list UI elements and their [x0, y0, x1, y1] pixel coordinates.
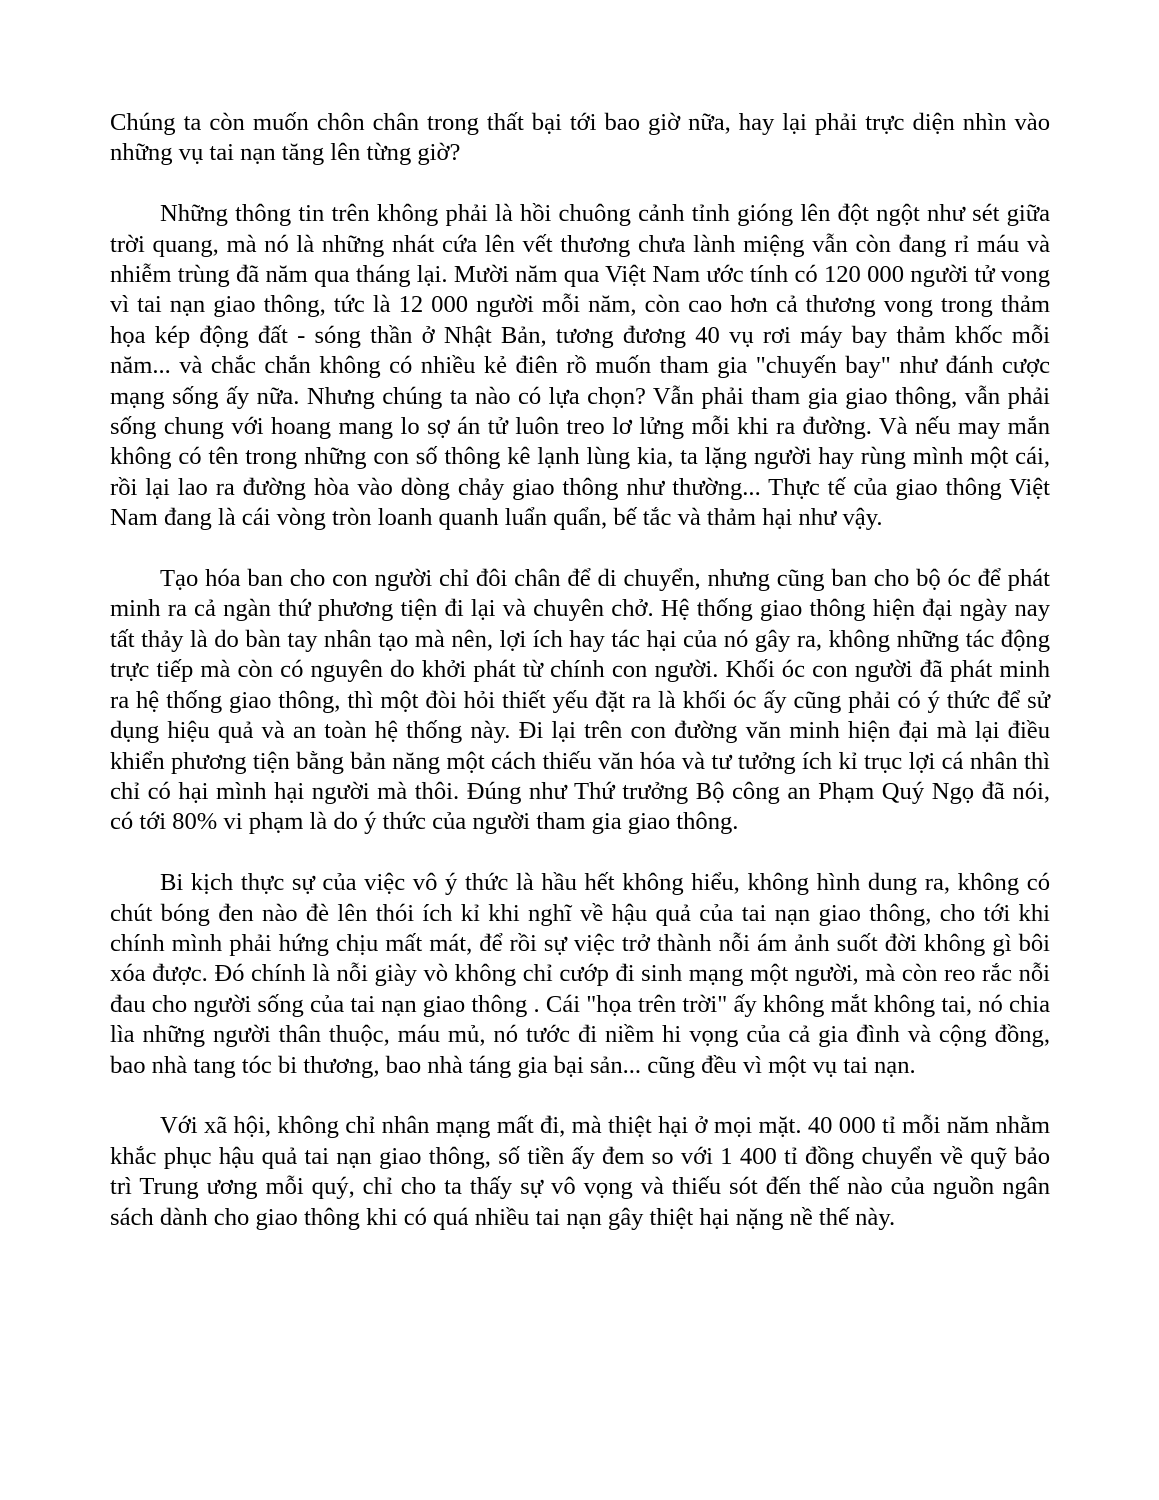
paragraph-4: Bi kịch thực sự của việc vô ý thức là hầu hết không hiểu, không hình dung ra, không có chút bóng đen nào đè lên thói ích kỉ khi nghĩ về hậu quả của tai nạn giao thông, cho tới khi chính mình phải hứng chịu mất mát, để rồi sự việc trở thành nỗi ám ảnh suốt đời không gì bôi xóa được. Đó chính là nỗi giày vò không chỉ cướp đi sinh mạng một người, mà còn reo rắc nỗi đau cho người sống của tai nạn giao thông . Cái "họa trên trời" ấy không mắt không tai, nó chia lìa những người thân thuộc, máu mủ, nó tước đi niềm hi vọng của cả gia đình và cộng đồng, bao nhà tang tóc bi thương, bao nhà táng gia bại sản... cũng đều vì một vụ tai nạn. [110, 869, 1050, 1079]
document-body [110, 108, 1050, 1233]
paragraph-2: Những thông tin trên không phải là hồi chuông cảnh tỉnh gióng lên đột ngột như sét giữa trời quang, mà nó là những nhát cứa lên vết thương chưa lành miệng vẫn còn đang rỉ máu và nhiễm trùng đã năm qua tháng lại. Mười năm qua Việt Nam ước tính có 120 000 người tử vong vì tai nạn giao thông, tức là 12 000 người mỗi năm, còn cao hơn cả thương vong trong thảm họa kép động đất - sóng thần ở Nhật Bản, tương đương 40 vụ rơi máy bay thảm khốc mỗi năm... và chắc chắn không có nhiều kẻ điên rồ muốn tham gia "chuyến bay" như đánh cược mạng sống ấy nữa. Nhưng chúng ta nào có lựa chọn? Vẫn phải tham gia giao thông, vẫn phải sống chung với hoang mang lo sợ án tử luôn treo lơ lửng mỗi khi ra đường. Và nếu may mắn không có tên trong những con số thông kê lạnh lùng kia, ta lặng người hay rùng mình một cái, rồi lại lao ra đường hòa vào dòng chảy giao thông như thường... Thực tế của giao thông Việt Nam đang là cái vòng tròn loanh quanh luẩn quẩn, bế tắc và thảm hại như vậy. [110, 200, 1050, 532]
paragraph-5: Với xã hội, không chỉ nhân mạng mất đi, mà thiệt hại ở mọi mặt. 40 000 tỉ mỗi năm nhằm khắc phục hậu quả tai nạn giao thông, số tiền ấy đem so với 1 400 tỉ đồng chuyển về quỹ bảo trì Trung ương mỗi quý, chỉ cho ta thấy sự vô vọng và thiếu sót đến thế nào của nguồn ngân sách dành cho giao thông khi có quá nhiều tai nạn gây thiệt hại nặng nề thế này. [110, 1112, 1050, 1231]
paragraph-3: Tạo hóa ban cho con người chỉ đôi chân để di chuyển, nhưng cũng ban cho bộ óc để phát minh ra cả ngàn thứ phương tiện đi lại và chuyên chở. Hệ thống giao thông hiện đại ngày nay tất thảy là do bàn tay nhân tạo mà nên, lợi ích hay tác hại của nó gây ra, không những tác động trực tiếp mà còn có nguyên do khởi phát từ chính con người. Khối óc con người đã phát minh ra hệ thống giao thông, thì một đòi hỏi thiết yếu đặt ra là khối óc ấy cũng phải có ý thức để sử dụng hiệu quả và an toàn hệ thống này. Đi lại trên con đường văn minh hiện đại mà lại điều khiển phương tiện bằng bản năng một cách thiếu văn hóa và tư tưởng ích kỉ trục lợi cá nhân thì chỉ có hại mình hại người mà thôi. Đúng như Thứ trưởng Bộ công an Phạm Quý Ngọ đã nói, có tới 80% vi phạm là do ý thức của người tham gia giao thông. [110, 565, 1050, 836]
paragraph-1: Chúng ta còn muốn chôn chân trong thất bại tới bao giờ nữa, hay lại phải trực diện nhìn vào những vụ tai nạn tăng lên từng giờ? [110, 109, 1050, 167]
